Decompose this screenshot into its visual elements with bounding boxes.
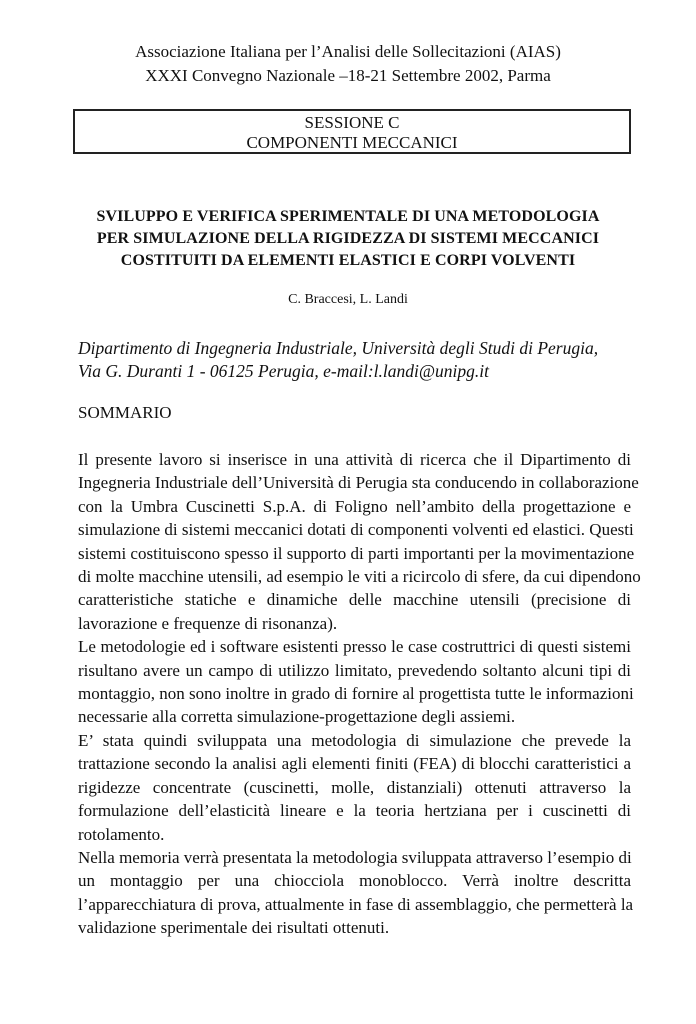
abstract-line: con la Umbra Cuscinetti S.p.A. di Foligno nell’ambito della progettazione e [78,496,631,516]
title-line: PER SIMULAZIONE DELLA RIGIDEZZA DI SISTEMI MECCANICI [96,230,600,247]
abstract-paragraph [78,846,634,940]
abstract-line: lavorazione e frequenze di risonanza). [78,613,338,633]
abstract-body [78,448,641,940]
conference-name-date: XXXI Convegno Nazionale –18-21 Settembre 2002, Parma [145,66,551,85]
abstract-line: necessarie alla corretta simulazione-progettazione degli assiemi. [78,707,516,727]
abstract-line: Ingegneria Industriale dell’Università di Perugia sta conducendo in collaborazione [78,473,639,493]
abstract-line: Il presente lavoro si inserisce in una attività di ricerca che il Dipartimento di [78,450,631,469]
title-line: COSTITUITI DA ELEMENTI ELASTICI E CORPI VOLVENTI [120,252,576,269]
abstract-line: caratteristiche statiche e dinamiche delle macchine utensili (precisione di [78,590,631,610]
abstract-line: Nella memoria verrà presentata la metodologia sviluppata attraverso l’esempio di [78,847,632,867]
abstract-line: l’apparecchiatura di prova, attualmente in fase di assemblaggio, che permetterà la [78,894,634,914]
session-topic: COMPONENTI MECCANICI [246,133,458,152]
abstract-line: formulazione dell’elasticità lineare e la teoria hertziana per i cuscinetti di [78,801,631,821]
abstract-paragraph [78,448,641,635]
abstract-line: montaggio, non sono inoltre in grado di fornire al progettista tutte le informazioni [78,684,634,704]
title-line: SVILUPPO E VERIFICA SPERIMENTALE DI UNA METODOLOGIA [96,208,600,225]
abstract-paragraph [78,729,631,846]
abstract-heading: SOMMARIO [78,403,172,422]
abstract-line: risultano avere un campo di utilizzo limitato, prevedendo soltanto alcuni tipi di [78,660,631,680]
affiliation-line: Via G. Duranti 1 - 06125 Perugia, e-mail:l.landi@unipg.it [78,361,489,381]
abstract-line: simulazione di sistemi meccanici dotati di componenti volventi ed elastici. Questi [78,520,634,540]
abstract-line: sistemi costituiscono spesso il supporto di parti importanti per la movimentazione [78,543,635,563]
abstract-line: di molte macchine utensili, ad esempio le viti a ricircolo di sfere, da cui dipendono [78,567,641,587]
abstract-line: E’ stata quindi sviluppata una metodologia di simulazione che prevede la [78,730,631,750]
abstract-line: rigidezze concentrate (cuscinetti, molle, distanziali) ottenuti attraverso la [78,777,631,797]
conference-organization: Associazione Italiana per l’Analisi delle Sollecitazioni (AIAS) [135,42,561,61]
affiliation-line: Dipartimento di Ingegneria Industriale, Università degli Studi di Perugia, [78,338,599,358]
paper-title [40,206,656,272]
abstract-line: un montaggio per una chiocciola monoblocco. Verrà inoltre descritta [78,871,631,891]
authors: C. Braccesi, L. Landi [288,292,408,307]
abstract-line: trattazione secondo la analisi agli elementi finiti (FEA) di blocchi caratteristici a [78,754,631,774]
session-box [73,109,631,154]
abstract-line: Le metodologie ed i software esistenti presso le case costruttrici di questi sistemi [78,637,631,657]
abstract-line: rotolamento. [78,824,165,844]
affiliation [78,337,598,383]
abstract-line: validazione sperimentale dei risultati ottenuti. [78,918,390,938]
abstract-paragraph [78,635,634,729]
session-number: SESSIONE C [304,113,400,132]
